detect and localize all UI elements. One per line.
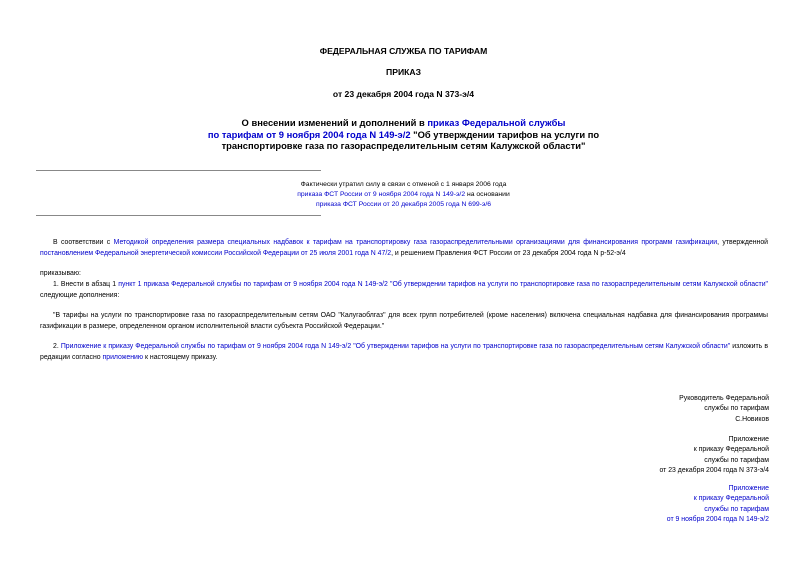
item-1-text: 1. Внести в абзац 1 xyxy=(53,281,119,288)
document-title xyxy=(150,117,657,152)
quote-paragraph: "В тарифы на услуги по транспортировке газа по газораспределительным сетям ОАО "Калугаоблгаз" для всех групп потребителей (кроме населения) включена специальная надбавка для финансирования программы газификации в размере, определенном органом исполнительной власти субъекта Российской Федерации." xyxy=(40,312,768,330)
appendix-line: Приложение xyxy=(728,436,769,443)
item-1-clause-link[interactable]: пункт 1 xyxy=(118,281,142,288)
doc-type-heading: ПРИКАЗ xyxy=(386,67,421,77)
title-link-order[interactable]: приказ Федеральной службы xyxy=(427,117,566,128)
methodology-link[interactable]: Методикой определения размера специальных надбавок к тарифам на транспортировку газа газораспределительными организациями для финансирования программ газификации xyxy=(113,239,718,246)
title-text: транспортировке газа по газораспределительным сетям Калужской области" xyxy=(221,140,586,151)
item-2-paragraph xyxy=(40,342,768,363)
agency-heading: ФЕДЕРАЛЬНАЯ СЛУЖБА ПО ТАРИФАМ xyxy=(319,46,488,56)
item-1-text: следующие дополнения: xyxy=(40,291,120,299)
appendix-linked-line[interactable]: от 9 ноября 2004 года N 149-э/2 xyxy=(666,515,769,523)
item-2-text: к настоящему приказу. xyxy=(143,353,218,361)
appendix-linked-line[interactable]: службы по тарифам xyxy=(704,505,769,513)
order-word: приказываю: xyxy=(40,270,81,277)
preamble-text: , утвержденной xyxy=(717,239,768,246)
signature-position: Руководитель Федеральной xyxy=(679,395,769,402)
item-2-text: 2. xyxy=(53,343,61,350)
status-note-link-1[interactable]: приказа ФСТ России от 9 ноября 2004 года N 149-э/2 xyxy=(297,191,466,198)
status-note-text: Фактически утратил силу в связи с отменой с 1 января 2006 года xyxy=(300,181,507,188)
appendix-header xyxy=(549,435,769,476)
status-note-link-2[interactable]: приказа ФСТ России от 20 декабря 2005 года N 699-э/6 xyxy=(315,201,492,208)
fek-resolution-link[interactable]: постановлением Федеральной энергетической комиссии Российской Федерации от 25 июля 2001 года N 47/2 xyxy=(40,249,392,257)
appendix-line: службы по тарифам xyxy=(704,456,769,464)
title-link-order-date[interactable]: по тарифам от 9 ноября 2004 года N 149-э/2 xyxy=(207,128,411,140)
divider-bottom xyxy=(36,215,321,216)
status-note xyxy=(230,180,577,210)
item-2-annex-link[interactable]: приложению xyxy=(102,353,144,361)
signature-name: С.Новиков xyxy=(735,415,769,423)
status-note-text: на основании xyxy=(465,191,510,198)
appendix-line: к приказу Федеральной xyxy=(693,446,769,454)
appendix-linked-header xyxy=(549,484,769,525)
divider-top xyxy=(36,170,321,171)
appendix-linked-line[interactable]: к приказу Федеральной xyxy=(693,495,769,503)
title-text: "Об утверждении тарифов на услуги по xyxy=(410,128,600,140)
preamble-text: В соответствии с xyxy=(53,239,114,246)
preamble-paragraph xyxy=(40,238,768,259)
appendix-linked-line[interactable]: Приложение xyxy=(728,485,769,492)
appendix-line: от 23 декабря 2004 года N 373-э/4 xyxy=(659,466,769,474)
date-number-heading: от 23 декабря 2004 года N 373-э/4 xyxy=(332,89,475,99)
preamble-text: , и решением Правления ФСТ России от 23 декабря 2004 года N р-52-э/4 xyxy=(391,249,626,257)
signature-block xyxy=(549,394,769,425)
item-2-appendix-link[interactable]: Приложение к приказу Федеральной службы по тарифам от 9 ноября 2004 года N 149-э/2 "Об утверждении тарифов на услуги по транспортировке газа по газораспределительным сетям Калужской области" xyxy=(60,343,731,350)
item-1-paragraph xyxy=(40,280,768,301)
item-2-text: изложить в редакции согласно xyxy=(40,343,768,361)
item-1-order-link[interactable]: приказа Федеральной службы по тарифам от 9 ноября 2004 года N 149-э/2 "Об утверждении тарифов на услуги по транспортировке газа по газораспределительным сетям Калужской области" xyxy=(143,281,768,288)
signature-position: службы по тарифам xyxy=(704,405,769,413)
title-text: О внесении изменений и дополнений в xyxy=(241,117,428,128)
